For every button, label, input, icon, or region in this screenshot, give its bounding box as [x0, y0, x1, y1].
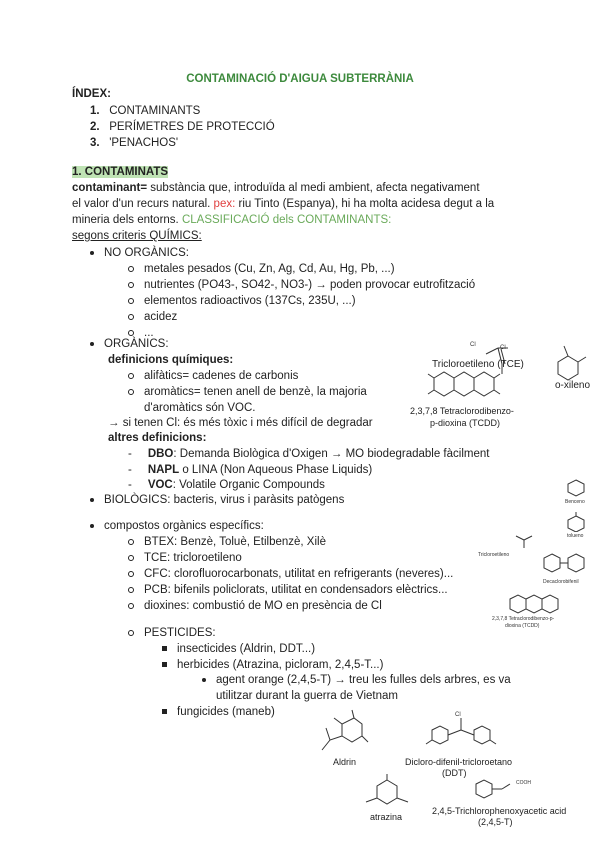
- list-item: fungicides (maneb): [162, 706, 275, 718]
- toluene-structure-figure: [565, 512, 587, 532]
- list-item: agent orange (2,4,5-T) → treu les fulles dels arbres, es va: [202, 674, 511, 686]
- dash-item-napl: - NAPL o LINA (Non Aqueous Phase Liquids): [128, 464, 373, 476]
- list-item: acidez: [128, 311, 177, 323]
- page-title: CONTAMINACIÓ D'AIGUA SUBTERRÀNIA: [186, 73, 414, 85]
- ddt-caption-line-2: (DDT): [442, 768, 467, 778]
- chem-definitions-heading: definicions químiques:: [108, 354, 234, 366]
- oxylene-structure-figure: [550, 344, 590, 382]
- definition-line-1: contaminant= substància que, introduïda al medi ambient, afecta negativament: [72, 182, 480, 194]
- index-item-2: 2. PERÍMETRES DE PROTECCIÓ: [90, 121, 275, 133]
- dash-item-dbo: - DBO: Demanda Biològica d'Oxigen → MO biodegradable fàcilment: [128, 448, 490, 460]
- ddt-caption-line-1: Dicloro-difenil-tricloroetano: [405, 757, 513, 767]
- benzene-caption: Benceno: [565, 499, 585, 505]
- list-item-continuation: utilitzar durant la guerra de Vietnam: [216, 690, 398, 702]
- chlorine-note: → si tenen Cl: és més tòxic i més difícil de degradar: [108, 417, 373, 429]
- t245-caption-line-1: 2,4,5-Trichlorophenoxyacetic acid: [432, 806, 567, 816]
- tcdd-small-caption-line-2: dioxina (TCDD): [505, 623, 540, 629]
- list-item-pesticides: PESTICIDES:: [128, 627, 216, 639]
- definition-line-3: mineria dels entorns. CLASSIFICACIÓ dels CONTAMINANTS:: [72, 214, 392, 226]
- index-item-3: 3. 'PENACHOS': [90, 137, 179, 149]
- list-item-organics: ORGÀNICS:: [90, 338, 169, 350]
- tcdd-small-structure-figure: [500, 593, 566, 617]
- list-item-compounds: compostos orgànics específics:: [90, 520, 264, 532]
- list-item-continuation: d'aromàtics són VOC.: [144, 402, 256, 414]
- tce-caption: Tricloroetileno (TCE): [432, 359, 524, 370]
- atrazine-caption: atrazina: [370, 812, 403, 822]
- list-item: TCE: tricloroetileno: [128, 552, 242, 564]
- ddt-structure-figure: [418, 712, 504, 756]
- index-item-1: 1. CONTAMINANTS: [90, 105, 201, 117]
- criteria-heading: segons criteris QUÍMICS:: [72, 230, 202, 242]
- aldrin-structure-figure: [316, 706, 372, 758]
- list-item: CFC: clorofluorocarbonats, utilitat en refrigerants (neveres)...: [128, 568, 453, 580]
- tce-small-structure-figure: [510, 530, 540, 552]
- tcdd-small-caption-line-1: 2,3,7,8 Tetraclorodibenzo-p-: [492, 616, 555, 622]
- cl-label: Cl: [470, 342, 476, 348]
- list-item: PCB: bifenils policlorats, utilitat en condensadors elèctrics...: [128, 584, 448, 596]
- tcdd-caption-line-2: p-dioxina (TCDD): [430, 418, 501, 428]
- section-heading: 1. CONTAMINATS: [72, 166, 169, 178]
- dash-item-voc: - VOC: Volatile Organic Compounds: [128, 479, 325, 491]
- list-item: alifàtics= cadenes de carbonis: [128, 370, 298, 382]
- list-item-no-organics: NO ORGÀNICS:: [90, 247, 189, 259]
- other-definitions-heading: altres definicions:: [108, 432, 207, 444]
- list-item: nutrientes (PO43-, SO42-, NO3-) → poden provocar eutrofització: [128, 279, 475, 291]
- oxylene-caption: o-xileno: [555, 380, 591, 391]
- tcdd-caption-line-1: 2,3,7,8 Tetraclorodibenzo-: [410, 406, 514, 416]
- toluene-caption: tolueno: [567, 533, 584, 539]
- atrazine-structure-figure: [356, 772, 418, 812]
- benzene-structure-figure: [565, 478, 587, 498]
- list-item-biologics: BIOLÒGICS: bacteris, virus i paràsits patògens: [90, 494, 344, 506]
- tce-small-caption: Tricloroetileno: [478, 552, 510, 558]
- cl-label: Cl: [500, 345, 506, 351]
- list-item: metales pesados (Cu, Zn, Ag, Cd, Au, Hg, Pb, ...): [128, 263, 395, 275]
- list-item: herbicides (Atrazina, picloram, 2,4,5-T...): [162, 659, 383, 671]
- t245-caption-line-2: (2,4,5-T): [478, 817, 513, 827]
- list-item: dioxines: combustió de MO en presència de Cl: [128, 600, 382, 612]
- list-item: insecticides (Aldrin, DDT...): [162, 643, 315, 655]
- tcdd-structure-figure: [420, 368, 508, 406]
- list-item: aromàtics= tenen anell de benzè, la majoria: [128, 386, 367, 398]
- definition-line-2: el valor d'un recurs natural. pex: riu Tinto (Espanya), hi ha molta acidesa degut a la: [72, 198, 495, 210]
- cl-label: Cl: [455, 712, 461, 718]
- list-item: ...: [128, 327, 154, 339]
- index-heading: ÍNDEX:: [72, 88, 111, 100]
- pcb-caption: Decaclorobifenil: [543, 579, 579, 585]
- pcb-structure-figure: [540, 548, 590, 578]
- aldrin-caption: Aldrin: [333, 757, 357, 767]
- list-item: elementos radioactivos (137Cs, 235U, ...): [128, 295, 356, 307]
- list-item: BTEX: Benzè, Toluè, Etilbenzè, Xilè: [128, 536, 326, 548]
- cooh-label: COOH: [516, 780, 531, 786]
